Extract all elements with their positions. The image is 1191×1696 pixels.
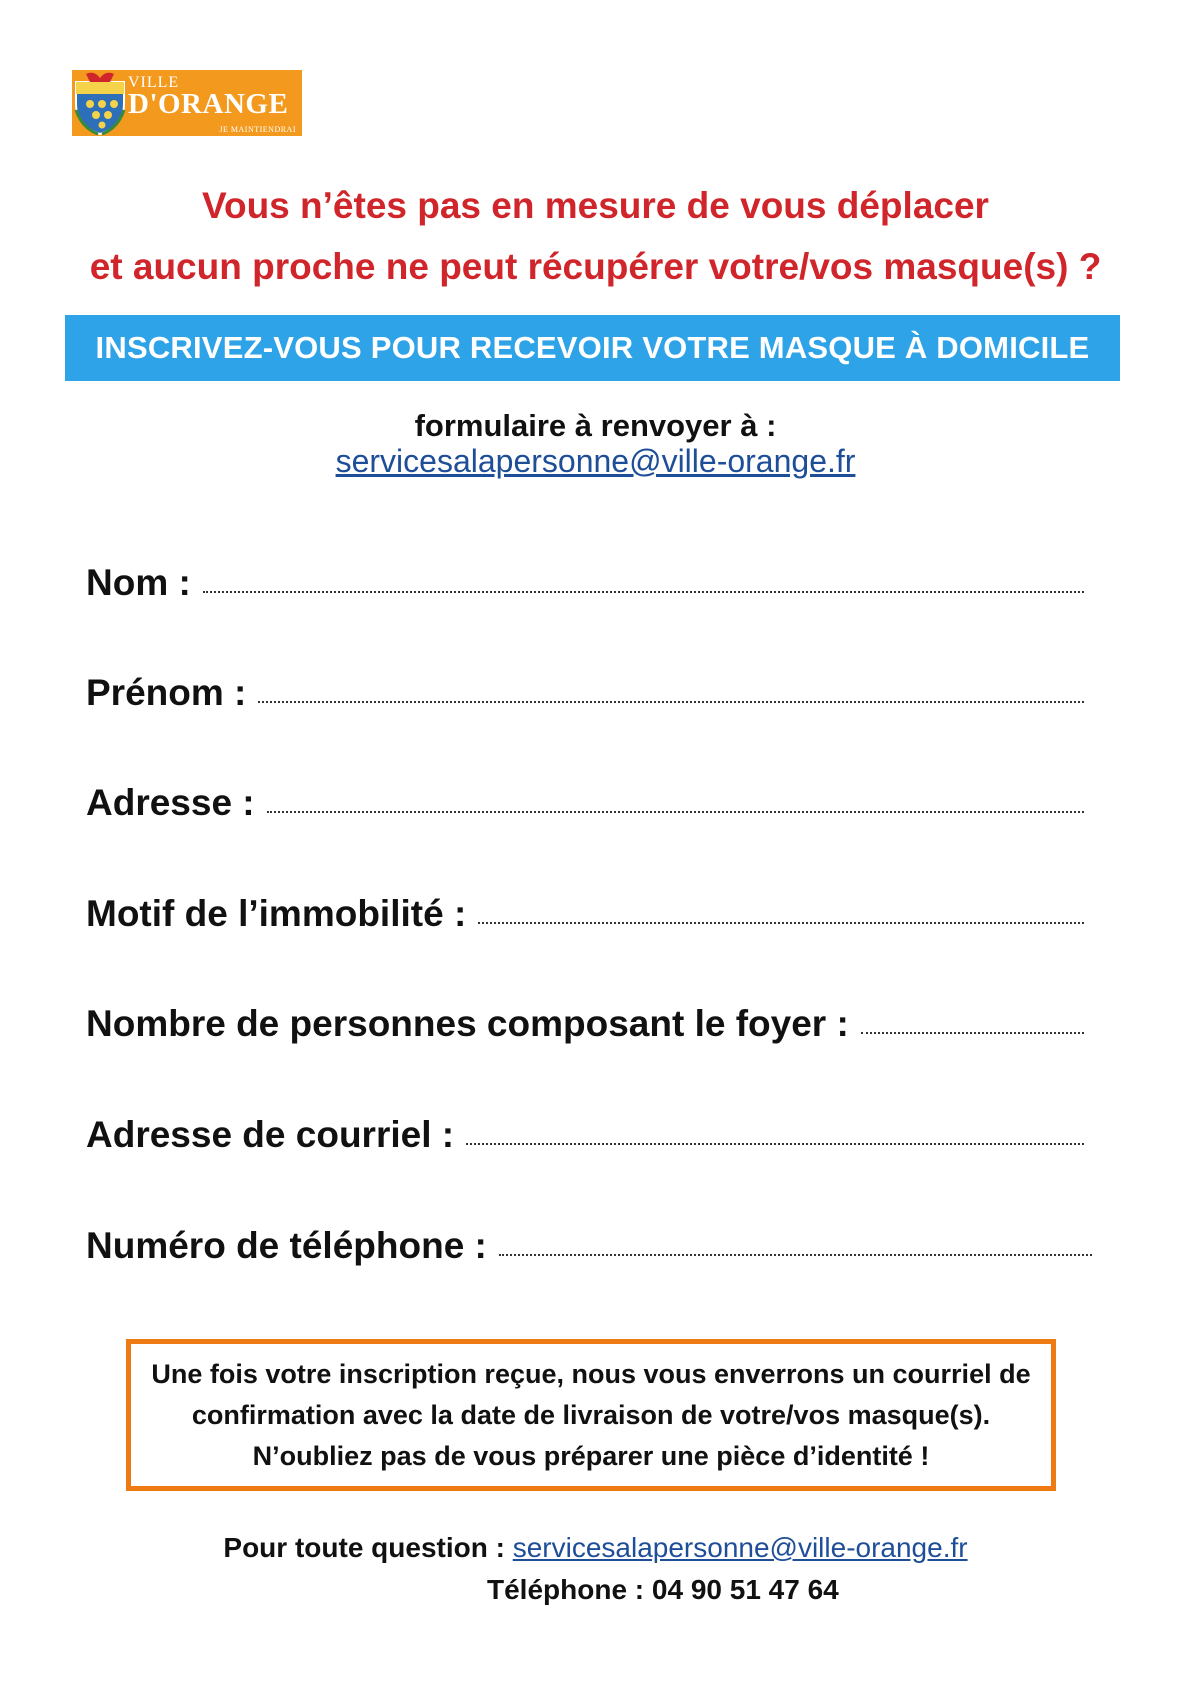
contact-phone: Téléphone : 04 90 51 47 64 — [487, 1574, 839, 1605]
contact-email-link[interactable]: servicesalapersonne@ville-orange.fr — [512, 1532, 968, 1563]
send-to-email-link[interactable]: servicesalapersonne@ville-orange.fr — [335, 443, 856, 479]
coat-of-arms-icon — [72, 70, 132, 136]
ville-orange-logo — [72, 70, 302, 136]
headline-line-1: Vous n’êtes pas en mesure de vous déplacer — [202, 185, 989, 226]
confirmation-notice-box — [126, 1339, 1056, 1491]
contact-line — [0, 1532, 1191, 1564]
field-foyer-line[interactable] — [861, 1032, 1084, 1034]
field-telephone-label: Numéro de téléphone : — [86, 1225, 487, 1266]
headline-line-2: et aucun proche ne peut récupérer votre/vos masque(s) ? — [89, 246, 1102, 287]
field-adresse-line[interactable] — [267, 811, 1084, 813]
field-motif-line[interactable] — [478, 922, 1084, 924]
field-adresse-label: Adresse : — [86, 782, 255, 823]
logo-motto-text: JE MAINTIENDRAI — [219, 125, 296, 134]
field-courriel-line[interactable] — [466, 1143, 1084, 1145]
field-prenom-line[interactable] — [258, 701, 1084, 703]
signup-banner: INSCRIVEZ-VOUS POUR RECEVOIR VOTRE MASQUE À DOMICILE — [65, 315, 1120, 381]
field-courriel[interactable] — [86, 1107, 1084, 1157]
confirmation-notice-text: Une fois votre inscription reçue, nous vous enverrons un courriel de confirmation avec la date de livraison de votre/vos masque(s). N’oubliez pas de vous préparer une pièce d’identité ! — [151, 1358, 1031, 1471]
contact-question-label: Pour toute question : — [223, 1532, 505, 1563]
field-telephone[interactable] — [86, 1218, 1092, 1268]
field-prenom[interactable] — [86, 665, 1084, 715]
field-nom-line[interactable] — [203, 591, 1084, 593]
field-adresse[interactable] — [86, 775, 1084, 825]
field-foyer[interactable] — [86, 996, 1084, 1046]
field-foyer-label: Nombre de personnes composant le foyer : — [86, 1003, 849, 1044]
logo-name-text: D'ORANGE — [128, 88, 289, 120]
send-to-label: formulaire à renvoyer à : — [414, 408, 777, 443]
field-prenom-label: Prénom : — [86, 672, 247, 713]
field-courriel-label: Adresse de courriel : — [86, 1114, 455, 1155]
field-motif-label: Motif de l’immobilité : — [86, 893, 467, 934]
field-nom[interactable] — [86, 555, 1084, 605]
field-motif[interactable] — [86, 886, 1084, 936]
logo-ville-text: VILLE — [128, 74, 180, 91]
field-nom-label: Nom : — [86, 562, 191, 603]
field-telephone-line[interactable] — [499, 1254, 1092, 1256]
